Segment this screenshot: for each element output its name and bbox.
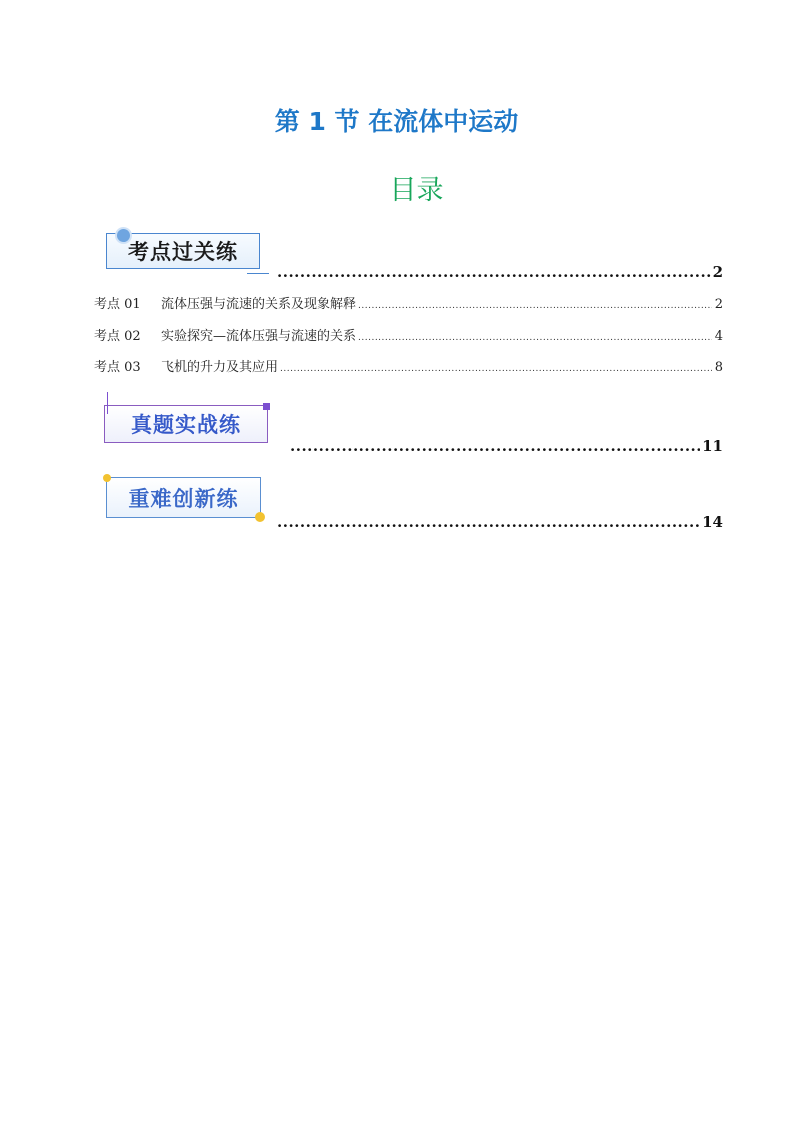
page-number: 8	[714, 360, 723, 375]
badge-tail-line	[247, 265, 269, 274]
leader-dots	[290, 437, 700, 455]
badge-accent-line	[107, 392, 108, 414]
badge-dot-icon	[115, 227, 132, 244]
section-badge-zhongnan[interactable]	[106, 477, 261, 518]
leader-dots	[358, 301, 712, 311]
badge-corner-dot-icon	[103, 474, 111, 482]
entry-text: 飞机的升力及其应用	[161, 360, 279, 375]
section-label: 真题实战练	[131, 413, 241, 437]
toc-leader-kaodian[interactable]	[277, 263, 723, 281]
badge-corner-dot-icon	[255, 512, 265, 522]
toc-entry-02[interactable]	[94, 325, 723, 344]
toc-entry-01[interactable]	[94, 293, 723, 312]
toc-entry-03[interactable]	[94, 356, 723, 375]
badge-square-icon	[263, 403, 270, 410]
section-badge-zhenti[interactable]	[104, 405, 268, 443]
leader-dots	[280, 364, 712, 374]
page-number: 11	[702, 437, 723, 455]
page-title: 第 1 节 在流体中运动	[274, 107, 519, 136]
page-number: 14	[702, 513, 723, 531]
entry-number: 考点 01	[94, 297, 141, 312]
entry-number: 考点 02	[94, 329, 141, 344]
entry-number: 考点 03	[94, 360, 141, 375]
leader-dots	[277, 513, 700, 531]
leader-dots	[358, 333, 712, 343]
page-number: 4	[714, 329, 723, 344]
toc-leader-zhongnan[interactable]	[277, 513, 723, 531]
toc-leader-zhenti[interactable]	[290, 437, 723, 455]
toc-heading: 目录	[389, 175, 444, 206]
entry-text: 流体压强与流速的关系及现象解释	[161, 297, 357, 312]
page-number: 2	[714, 297, 723, 312]
entry-text: 实验探究—流体压强与流速的关系	[161, 329, 357, 344]
section-label: 考点过关练	[128, 240, 238, 264]
leader-dots	[277, 263, 711, 281]
page-number: 2	[712, 263, 723, 281]
section-badge-kaodian[interactable]	[106, 233, 260, 269]
section-label: 重难创新练	[128, 486, 239, 511]
